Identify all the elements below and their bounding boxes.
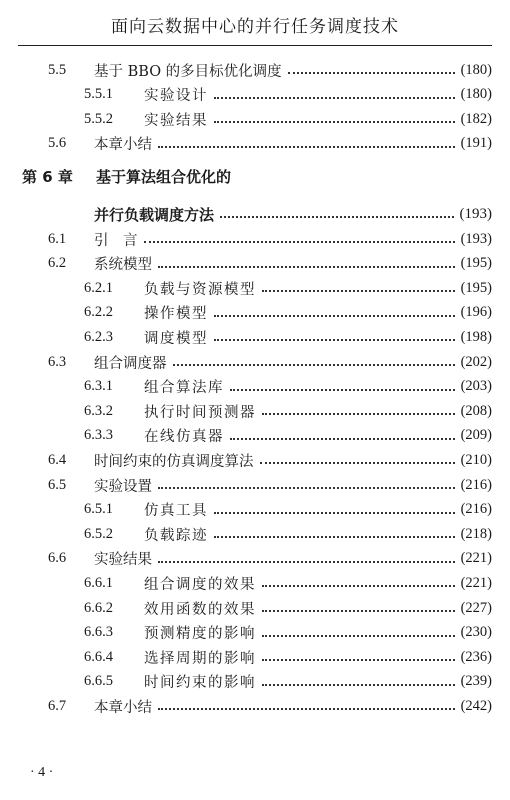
section-number: 6.3 bbox=[48, 353, 67, 370]
running-header bbox=[0, 0, 510, 46]
section-number: 6.5.1 bbox=[84, 501, 113, 518]
section-number: 5.5 bbox=[48, 61, 67, 78]
dot-leader bbox=[214, 339, 455, 341]
section-title: 选择周期的影响 bbox=[144, 650, 256, 667]
section-title: 实验结果 bbox=[144, 112, 208, 129]
page-ref: (210) bbox=[460, 451, 492, 468]
section-number: 6.5.2 bbox=[84, 525, 113, 542]
toc-entry bbox=[48, 58, 492, 82]
page-number: · 4 · bbox=[30, 765, 54, 780]
dot-leader bbox=[158, 708, 455, 710]
page-ref: (209) bbox=[460, 427, 492, 444]
section-number: 5.6 bbox=[48, 135, 67, 152]
section-title: 系统模型 bbox=[94, 257, 152, 274]
section-number: 5.5.2 bbox=[84, 110, 113, 127]
toc-entry bbox=[84, 621, 492, 645]
section-title: 效用函数的效果 bbox=[144, 601, 256, 618]
dot-leader bbox=[214, 536, 455, 538]
chapter-heading bbox=[22, 166, 231, 187]
page-ref: (180) bbox=[460, 86, 492, 103]
section-number: 6.6.3 bbox=[84, 624, 113, 641]
dot-leader bbox=[220, 216, 453, 218]
toc-entry bbox=[84, 522, 492, 546]
page-ref: (221) bbox=[460, 574, 492, 591]
section-title: 本章小结 bbox=[94, 699, 152, 716]
toc-entry bbox=[84, 83, 492, 107]
chapter-number: 第 6 章 bbox=[22, 168, 73, 187]
dot-leader bbox=[262, 635, 455, 637]
toc-entry bbox=[84, 498, 492, 522]
toc-entry bbox=[84, 375, 492, 399]
section-title: 负载与资源模型 bbox=[144, 281, 256, 298]
page-ref: (182) bbox=[460, 110, 492, 127]
toc-entry bbox=[48, 547, 492, 571]
dot-leader bbox=[144, 241, 455, 243]
toc-entry bbox=[48, 350, 492, 374]
chapter-title-line2: 并行负载调度方法 bbox=[94, 205, 215, 224]
dot-leader bbox=[262, 413, 455, 415]
chapter-title-continued bbox=[94, 202, 492, 226]
toc-entry bbox=[84, 301, 492, 325]
section-number: 6.6.2 bbox=[84, 599, 113, 616]
section-title: 组合调度器 bbox=[94, 355, 167, 372]
header-rule bbox=[18, 45, 492, 46]
page-ref: (196) bbox=[460, 304, 492, 321]
dot-leader bbox=[260, 462, 455, 464]
page-ref: (218) bbox=[460, 525, 492, 542]
section-title: 时间约束的影响 bbox=[144, 675, 256, 692]
page-ref: (180) bbox=[460, 61, 492, 78]
page-ref: (239) bbox=[460, 673, 492, 690]
section-number: 6.2.3 bbox=[84, 328, 113, 345]
section-title: 仿真工具 bbox=[144, 503, 208, 520]
toc-entry bbox=[84, 276, 492, 300]
page-ref: (208) bbox=[460, 402, 492, 419]
dot-leader bbox=[262, 659, 455, 661]
toc-entry bbox=[84, 596, 492, 620]
page-ref: (195) bbox=[460, 255, 492, 272]
dot-leader bbox=[158, 487, 455, 489]
dot-leader bbox=[173, 364, 455, 366]
page-ref: (193) bbox=[459, 205, 492, 222]
section-number: 5.5.1 bbox=[84, 86, 113, 103]
section-number: 6.7 bbox=[48, 697, 67, 714]
section-number: 6.6.1 bbox=[84, 574, 113, 591]
toc-entry bbox=[48, 694, 492, 718]
section-title: 本章小结 bbox=[94, 137, 152, 154]
dot-leader bbox=[230, 389, 455, 391]
section-title: 操作模型 bbox=[144, 306, 208, 323]
section-number: 6.6 bbox=[48, 550, 67, 567]
section-number: 6.3.1 bbox=[84, 378, 113, 395]
page-ref: (242) bbox=[460, 697, 492, 714]
dot-leader bbox=[214, 512, 455, 514]
section-title: 基于 BBO 的多目标优化调度 bbox=[94, 63, 282, 80]
section-title: 执行时间预测器 bbox=[144, 404, 256, 421]
page-ref: (221) bbox=[460, 550, 492, 567]
section-title: 实验设计 bbox=[144, 88, 208, 105]
toc-entry bbox=[84, 399, 492, 423]
section-number: 6.2.1 bbox=[84, 279, 113, 296]
section-number: 6.2.2 bbox=[84, 304, 113, 321]
section-number: 6.5 bbox=[48, 476, 67, 493]
toc-entry bbox=[48, 473, 492, 497]
section-number: 6.2 bbox=[48, 255, 67, 272]
toc-entry bbox=[48, 227, 492, 251]
dot-leader bbox=[262, 290, 455, 292]
book-title: 面向云数据中心的并行任务调度技术 bbox=[111, 17, 399, 37]
dot-leader bbox=[214, 315, 455, 317]
page-ref: (191) bbox=[460, 135, 492, 152]
section-title: 实验结果 bbox=[94, 552, 152, 569]
toc-entry bbox=[48, 252, 492, 276]
dot-leader bbox=[262, 585, 455, 587]
page-ref: (230) bbox=[460, 624, 492, 641]
toc-entry bbox=[84, 645, 492, 669]
section-title: 实验设置 bbox=[94, 478, 152, 495]
toc-entry bbox=[84, 424, 492, 448]
section-title: 时间约束的仿真调度算法 bbox=[94, 453, 254, 470]
section-title: 在线仿真器 bbox=[144, 429, 224, 446]
page-ref: (236) bbox=[460, 648, 492, 665]
section-number: 6.6.5 bbox=[84, 673, 113, 690]
section-title: 负载踪迹 bbox=[144, 527, 208, 544]
section-number: 6.6.4 bbox=[84, 648, 113, 665]
toc-entry bbox=[84, 325, 492, 349]
page-ref: (216) bbox=[460, 476, 492, 493]
toc-entry bbox=[84, 107, 492, 131]
section-title: 调度模型 bbox=[144, 330, 208, 347]
page-ref: (216) bbox=[460, 501, 492, 518]
toc-entry bbox=[84, 571, 492, 595]
toc-entry bbox=[48, 448, 492, 472]
dot-leader bbox=[158, 266, 455, 268]
page-ref: (203) bbox=[460, 378, 492, 395]
dot-leader bbox=[262, 684, 455, 686]
dot-leader bbox=[230, 438, 455, 440]
page-ref: (202) bbox=[460, 353, 492, 370]
section-title: 组合调度的效果 bbox=[144, 576, 256, 593]
section-number: 6.1 bbox=[48, 230, 67, 247]
section-number: 6.3.3 bbox=[84, 427, 113, 444]
section-title: 预测精度的影响 bbox=[144, 626, 256, 643]
chapter-title-line1: 基于算法组合优化的 bbox=[96, 168, 232, 187]
section-title: 组合算法库 bbox=[144, 380, 224, 397]
dot-leader bbox=[262, 610, 455, 612]
page-ref: (193) bbox=[460, 230, 492, 247]
section-title: 引 言 bbox=[94, 232, 138, 249]
page-ref: (195) bbox=[460, 279, 492, 296]
dot-leader bbox=[158, 561, 455, 563]
toc-entry bbox=[84, 670, 492, 694]
section-number: 6.3.2 bbox=[84, 402, 113, 419]
toc-entry bbox=[48, 132, 492, 156]
page-ref: (198) bbox=[460, 328, 492, 345]
dot-leader bbox=[214, 121, 455, 123]
section-number: 6.4 bbox=[48, 451, 67, 468]
page-ref: (227) bbox=[460, 599, 492, 616]
dot-leader bbox=[214, 97, 455, 99]
dot-leader bbox=[158, 146, 455, 148]
dot-leader bbox=[288, 72, 455, 74]
